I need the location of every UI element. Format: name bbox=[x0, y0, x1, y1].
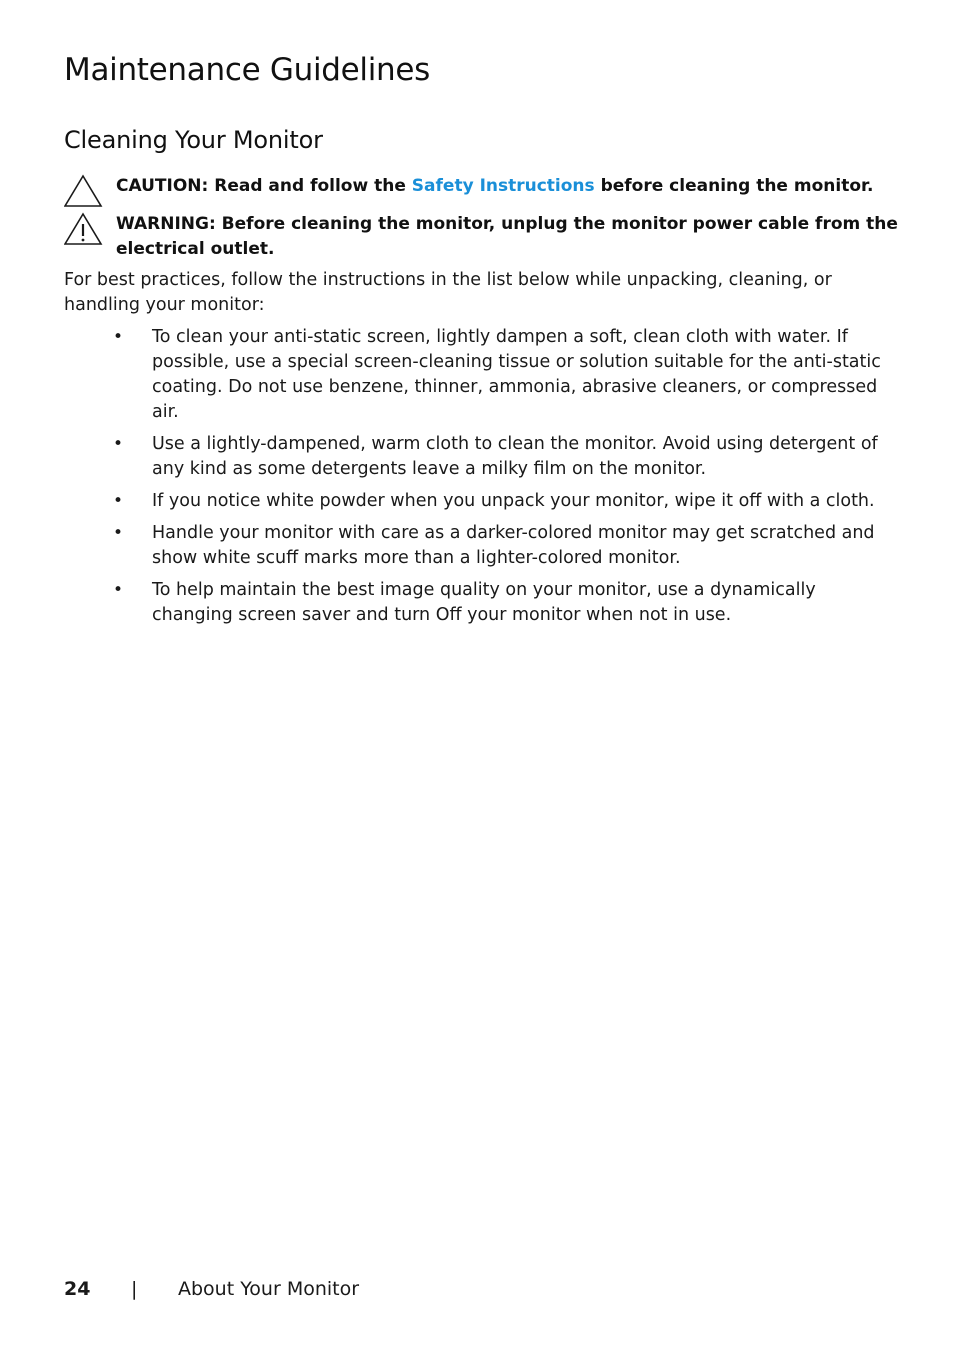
caution-prefix: CAUTION: Read and follow the bbox=[116, 176, 412, 196]
caution-note bbox=[64, 174, 894, 210]
footer-separator: | bbox=[131, 1278, 138, 1300]
caution-triangle-icon bbox=[64, 174, 104, 208]
page-title: Maintenance Guidelines bbox=[64, 52, 431, 88]
section-title: Cleaning Your Monitor bbox=[64, 126, 323, 154]
bullet-icon: • bbox=[113, 327, 124, 347]
list-item-text: Handle your monitor with care as a darker-colored monitor may get scratched and show white scuff marks more than a lighter-colored monitor. bbox=[152, 523, 875, 568]
caution-suffix: before cleaning the monitor. bbox=[594, 176, 874, 196]
warning-note bbox=[64, 212, 898, 264]
safety-instructions-link[interactable]: Safety Instructions bbox=[411, 176, 595, 196]
list-item-text: Use a lightly-dampened, warm cloth to clean the monitor. Avoid using detergent of any kind as some detergents leave a milky film on the monitor. bbox=[152, 434, 878, 479]
caution-text bbox=[116, 174, 906, 199]
bullet-icon: • bbox=[113, 523, 124, 543]
list-item-text: To clean your anti-static screen, lightly dampen a soft, clean cloth with water. If possible, use a special screen-cleaning tissue or solution suitable for the anti-static coating. Do not use benzene, thinner, ammonia, abrasive cleaners, or compressed air. bbox=[152, 327, 881, 422]
list-item bbox=[64, 521, 894, 571]
bullet-icon: • bbox=[113, 491, 124, 511]
bullet-icon: • bbox=[113, 434, 124, 454]
intro-paragraph: For best practices, follow the instructions in the list below while unpacking, cleaning, or handling your monitor: bbox=[64, 270, 832, 315]
page-number: 24 bbox=[64, 1278, 91, 1300]
maintenance-list bbox=[64, 325, 894, 635]
list-item bbox=[64, 432, 894, 482]
warning-text: WARNING: Before cleaning the monitor, unplug the monitor power cable from the electrical outlet. bbox=[116, 214, 898, 259]
list-item bbox=[64, 489, 894, 514]
page-footer bbox=[64, 1278, 664, 1308]
list-item-text: If you notice white powder when you unpack your monitor, wipe it off with a cloth. bbox=[152, 491, 875, 511]
list-item-text: To help maintain the best image quality on your monitor, use a dynamically changing screen saver and turn Off your monitor when not in use. bbox=[152, 580, 816, 625]
chapter-title: About Your Monitor bbox=[178, 1278, 360, 1300]
bullet-icon: • bbox=[113, 580, 124, 600]
list-item bbox=[64, 325, 894, 425]
list-item bbox=[64, 578, 894, 628]
warning-triangle-icon bbox=[64, 212, 104, 246]
